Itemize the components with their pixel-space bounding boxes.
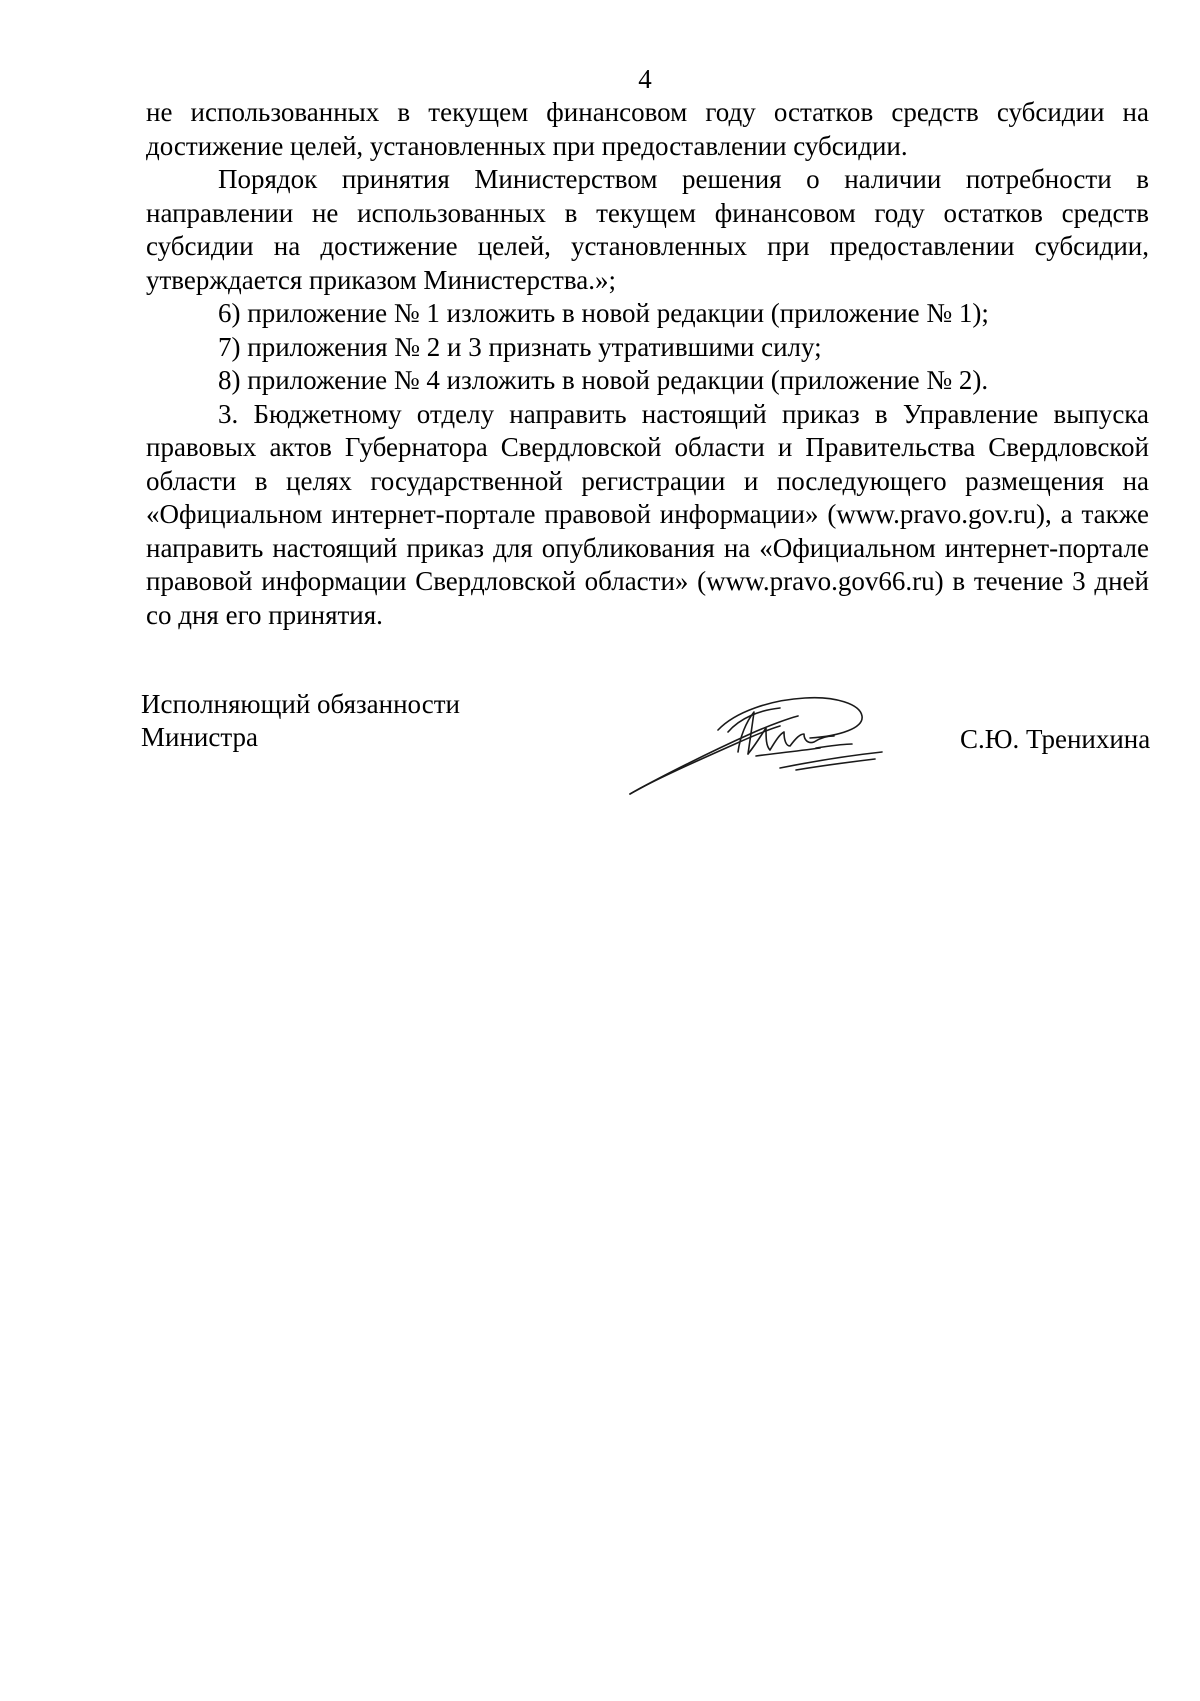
paragraph-continuation: не использованных в текущем финансовом году остатков средств субсидии на достижение целей, установленных при предоставлении субсидии. xyxy=(146,97,1149,161)
list-item-7: 7) приложения № 2 и 3 признать утратившими силу; xyxy=(218,331,822,362)
signer-name: С.Ю. Тренихина xyxy=(960,724,1151,754)
page-number: 4 xyxy=(638,64,652,94)
position-line-2: Министра xyxy=(141,722,258,752)
paragraph-procedure: Порядок принятия Министерством решения о наличии потребности в направлении не использованных в текущем финансовом году остатков средств субсидии на достижение целей, установленных при предоставлении субсидии, утверждается приказом Министерства.»; xyxy=(146,164,1149,295)
handwritten-signature-icon xyxy=(620,682,890,798)
list-item-6: 6) приложение № 1 изложить в новой редакции (приложение № 1); xyxy=(218,298,989,328)
list-item-8: 8) приложение № 4 изложить в новой редакции (приложение № 2). xyxy=(218,365,989,395)
position-line-1: Исполняющий обязанности xyxy=(141,689,460,719)
paragraph-item-3: 3. Бюджетному отделу направить настоящий приказ в Управление выпуска правовых актов Губернатора Свердловской области и Правительства Свердловской области в целях государственной регистрации и последующего размещения на «Официальном интернет-портале правовой информации» (www.pravo.gov.ru), а также направить настоящий приказ для опубликования на «Официальном интернет-портале правовой информации Свердловской области» (www.pravo.gov66.ru) в течение 3 дней со дня его принятия. xyxy=(146,398,1149,630)
signatory-position xyxy=(141,688,460,754)
document-body xyxy=(146,96,1149,632)
